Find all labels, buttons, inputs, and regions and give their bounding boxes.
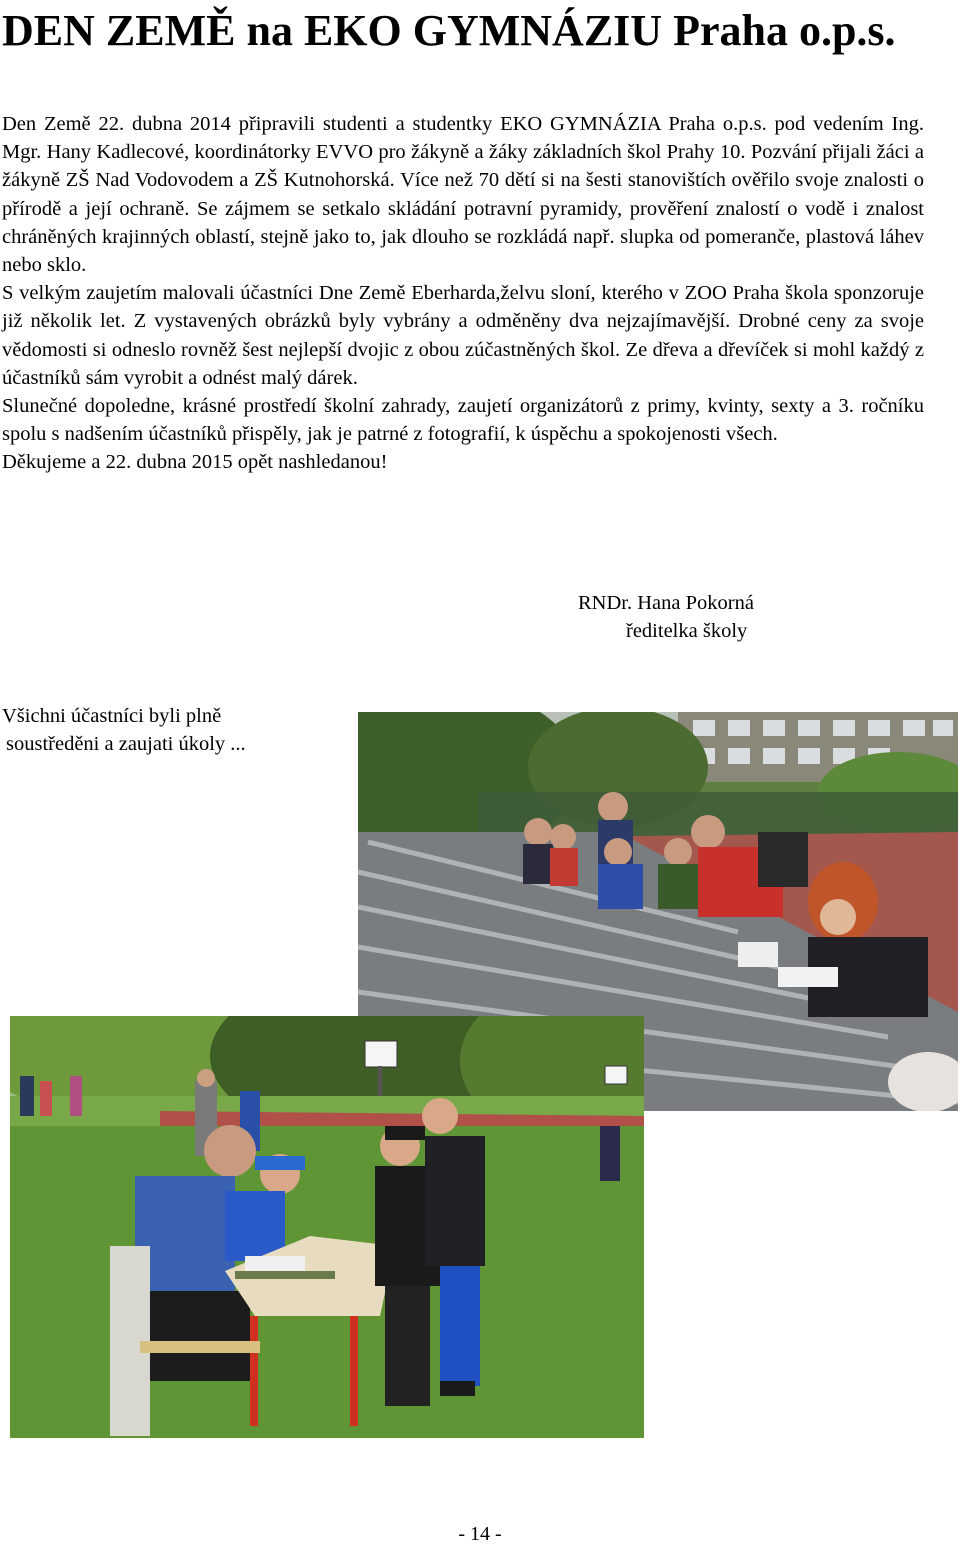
paragraph-3: Slunečné dopoledne, krásné prostředí školní zahrady, zaujetí organizátorů z primy, kvinty, sexty a 3. ročníku spolu s nadšením účastníků přispěly, jak je patrné z fotografií, k úspěchu a spokojenosti všech. bbox=[2, 395, 924, 446]
paragraph-2: S velkým zaujetím malovali účastníci Dne Země Eberharda,želvu sloní, kterého v ZOO Praha škola sponzoruje již několik let. Z vystavených obrázků byly vybrány a odměněny dva nejzajímavější. Drobné ceny za svoje vědomosti si odneslo rovněž šest nejlepší dvojic z obou zúčastněných škol. Ze dřeva a dřevíček si mohl každý z účastníků sám vyrobit a odnést malý dárek. bbox=[2, 282, 924, 389]
caption-line-1: Všichni účastníci byli plně bbox=[2, 705, 222, 727]
photo-garden-activity-illustration bbox=[10, 1016, 644, 1438]
signature-role: ředitelka školy bbox=[626, 620, 748, 643]
photo-caption bbox=[2, 702, 342, 758]
signature-block bbox=[578, 589, 754, 645]
caption-line-2: soustředěni a zaujati úkoly ... bbox=[6, 733, 246, 756]
photo-garden-activity bbox=[10, 1016, 644, 1438]
paragraph-1: Den Země 22. dubna 2014 připravili studenti a studentky EKO GYMNÁZIA Praha o.p.s. pod vedením Ing. Mgr. Hany Kadlecové, koordinátorky EVVO pro žákyně a žáky základních škol Prahy 10. Pozvání přijali žáci a žákyně ZŠ Nad Vodovodem a ZŠ Kutnohorská. Více než 70 dětí si na šesti stanovištích ověřilo svoje znalosti o přírodě a její ochraně. Se zájmem se setkalo skládání potravní pyramidy, prověření znalostí o vodě i znalost chráněných krajinných oblastí, stejně jako to, jak dlouho se rozkládá např. slupka od pomeranče, plastová láhev nebo sklo. bbox=[2, 113, 924, 277]
page-number: - 14 - bbox=[458, 1523, 502, 1545]
signature-name: RNDr. Hana Pokorná bbox=[578, 592, 754, 614]
body-text bbox=[2, 110, 924, 477]
document-title: DEN ZEMĚ na EKO GYMNÁZIU Praha o.p.s. bbox=[2, 6, 896, 55]
paragraph-4: Děkujeme a 22. dubna 2015 opět nashledanou! bbox=[2, 451, 388, 474]
